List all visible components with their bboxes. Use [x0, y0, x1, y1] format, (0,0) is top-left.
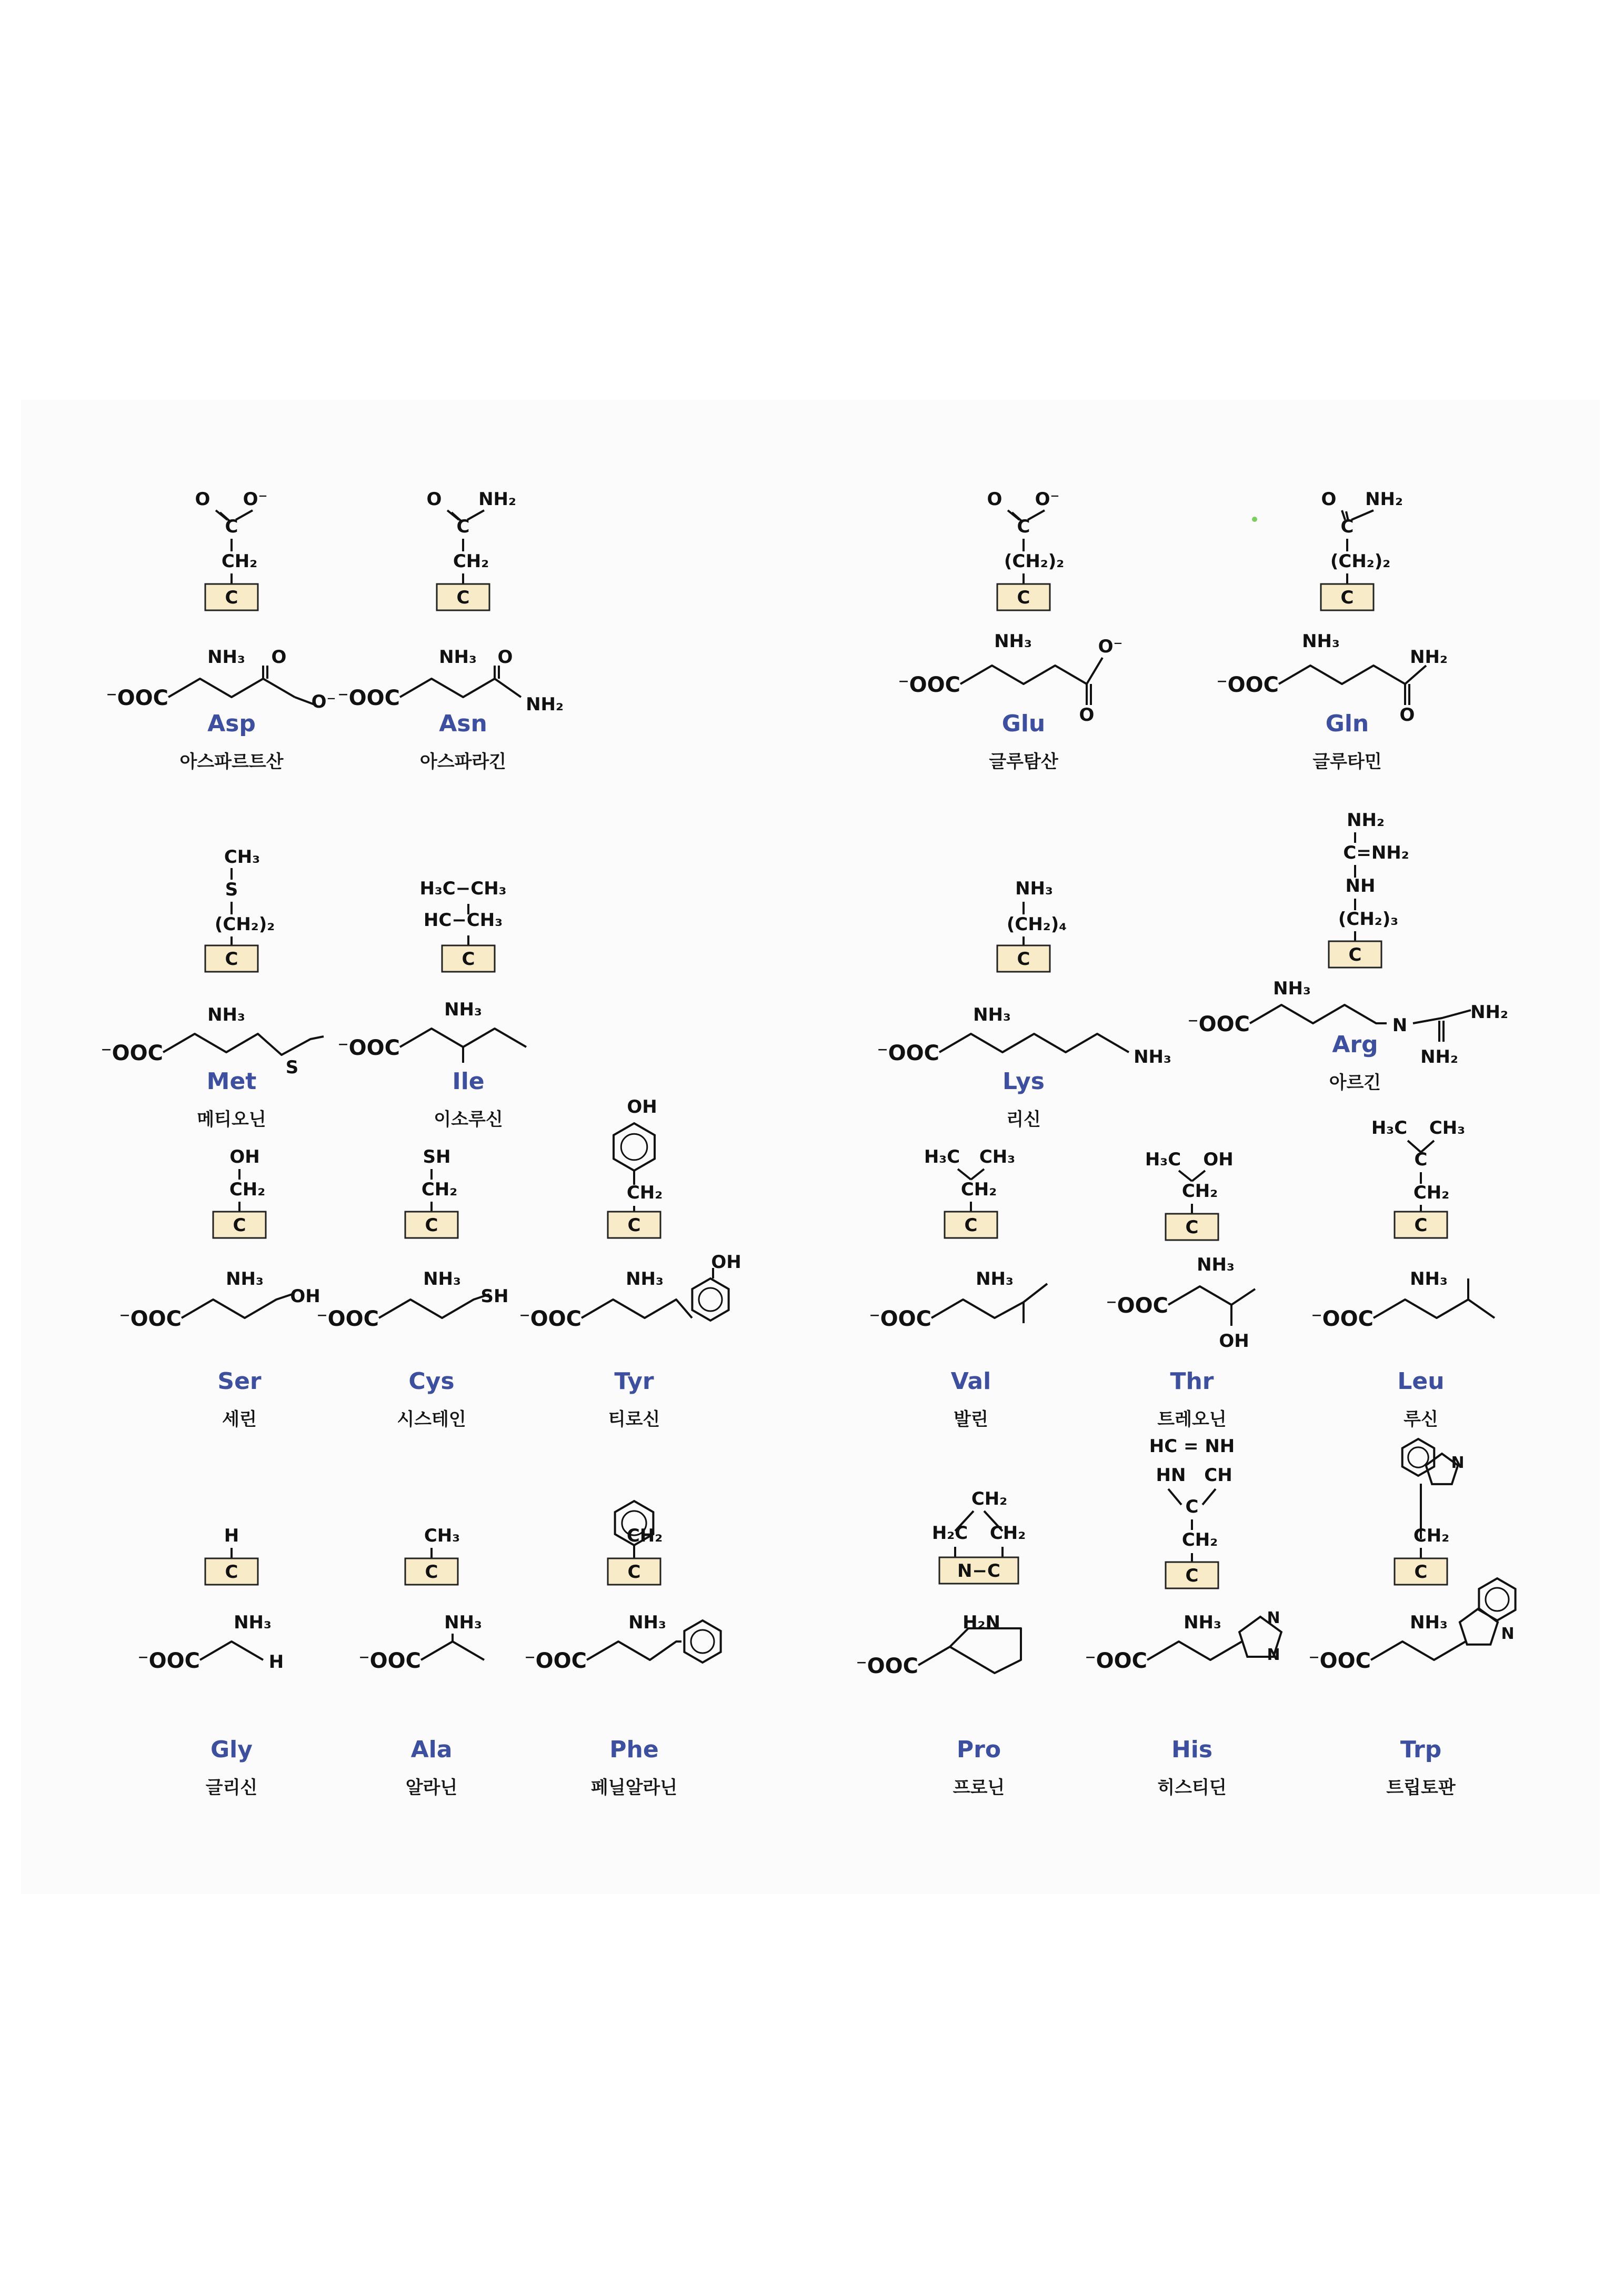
amino-acid-abbreviation: Tyr [614, 1368, 654, 1395]
amino-acid-korean-name: 루신 [1404, 1409, 1438, 1430]
side-chain-atom-label: C [1017, 516, 1030, 537]
skeletal-formula-atom-label: ⁻OOC [316, 1307, 379, 1331]
skeletal-formula-atom-label: ⁻OOC [1311, 1307, 1374, 1331]
alpha-carbon-label: C [225, 587, 238, 608]
skeletal-formula-atom-label: NH₃ [444, 1612, 482, 1633]
alpha-carbon-label: C [1340, 587, 1354, 608]
amino-acid-korean-name: 트립토판 [1386, 1777, 1456, 1798]
amino-acid-korean-name: 아스파라긴 [419, 751, 507, 772]
skeletal-formula-atom-label: ⁻OOC [877, 1041, 939, 1065]
skeletal-formula-atom-label: ⁻OOC [898, 673, 960, 697]
side-chain-atom-label: NH₃ [1015, 878, 1053, 899]
side-chain-atom-label: SH [423, 1146, 451, 1167]
side-chain-atom-label: CH₂ [1181, 1181, 1218, 1202]
side-chain-atom-label: C [1340, 516, 1354, 537]
skeletal-formula-atom-label: NH₂ [526, 694, 564, 715]
side-chain-atom-label: O [987, 489, 1003, 510]
structure-drawing [337, 489, 564, 715]
skeletal-formula-atom-label: O [497, 647, 513, 668]
side-chain-atom-label: CH₃ [1429, 1117, 1466, 1139]
amino-acid-abbreviation: Ser [217, 1368, 262, 1395]
amino-acid-abbreviation: Gln [1325, 710, 1369, 737]
skeletal-formula-atom-label: NH₃ [994, 631, 1032, 652]
side-chain-atom-label: CH₂ [1181, 1529, 1218, 1550]
skeletal-formula-atom-label: OH [1219, 1331, 1249, 1352]
amino-acid-abbreviation: Ile [452, 1068, 485, 1095]
skeletal-formula-atom-label: OH [290, 1286, 320, 1307]
side-chain-atom-label: O [426, 489, 442, 510]
side-chain-atom-label: CH₂ [626, 1182, 663, 1203]
side-chain-atom-label: (CH₂)₃ [1338, 909, 1399, 930]
skeletal-formula-atom-label: O [271, 647, 287, 668]
skeletal-formula-atom-label: ⁻OOC [1308, 1649, 1371, 1673]
amino-acid-abbreviation: Val [950, 1368, 991, 1395]
skeletal-formula-atom-label: N [1267, 1609, 1280, 1627]
side-chain-atom-label: OH [627, 1096, 657, 1117]
skeletal-formula-atom-label: NH₂ [1420, 1046, 1458, 1068]
skeletal-formula-atom-label: SH [480, 1286, 509, 1307]
skeletal-formula-atom-label: ⁻OOC [106, 686, 168, 710]
amino-acid-abbreviation: Leu [1397, 1368, 1445, 1395]
skeletal-formula-atom-label: NH₃ [207, 647, 245, 668]
side-chain-atom-label: OH [1203, 1149, 1234, 1170]
side-chain-atom-label: CH₂ [960, 1179, 997, 1200]
side-chain-atom-label: C [1414, 1149, 1428, 1170]
skeletal-formula-atom-label: NH₃ [207, 1004, 245, 1025]
alpha-carbon-label: C [225, 1562, 238, 1583]
amino-acid-korean-name: 시스테인 [397, 1409, 466, 1430]
amino-acid-abbreviation: Pro [956, 1736, 1001, 1763]
alpha-carbon-label: C [1414, 1562, 1428, 1583]
skeletal-formula-atom-label: NH₃ [1273, 978, 1311, 999]
amino-acid-abbreviation: Met [206, 1068, 257, 1095]
alpha-carbon-label: C [627, 1215, 641, 1236]
skeletal-formula-atom-label: ⁻OOC [519, 1307, 582, 1331]
skeletal-formula-atom-label: O⁻ [1098, 636, 1123, 657]
alpha-carbon-label: C [456, 587, 470, 608]
alpha-carbon-label: C [627, 1562, 641, 1583]
side-chain-atom-label: CH₂ [989, 1523, 1026, 1544]
amino-acid-abbreviation: Glu [1001, 710, 1046, 737]
amino-acid-korean-name: 세린 [222, 1409, 257, 1430]
side-chain-atom-label: (CH₂)₂ [214, 914, 275, 935]
skeletal-formula-atom-label: NH₃ [1197, 1254, 1235, 1275]
skeletal-formula-atom-label: OH [711, 1252, 741, 1273]
side-chain-atom-label: H₃C [924, 1146, 960, 1167]
side-chain-atom-label: H [224, 1525, 239, 1546]
side-chain-atom-label: CH₃ [224, 847, 260, 868]
side-chain-atom-label: O⁻ [1035, 489, 1060, 510]
skeletal-formula-atom-label: ⁻OOC [1187, 1012, 1250, 1036]
side-chain-atom-label: O⁻ [243, 489, 268, 510]
skeletal-formula-atom-label: N [1267, 1646, 1280, 1664]
side-chain-atom-label: O [195, 489, 210, 510]
skeletal-formula-atom-label: N [1392, 1015, 1408, 1036]
skeletal-formula-atom-label: NH₂ [1470, 1002, 1508, 1023]
alpha-carbon-label: C [233, 1215, 246, 1236]
amino-acid-korean-name: 트레오닌 [1157, 1409, 1227, 1430]
skeletal-formula-atom-label: H [268, 1651, 284, 1673]
side-chain-atom-label: (CH₂)₄ [1006, 914, 1067, 935]
amino-acid-korean-name: 티로신 [608, 1409, 660, 1430]
skeletal-formula-atom-label: NH₃ [444, 999, 482, 1020]
alpha-carbon-label: C [425, 1562, 438, 1583]
alpha-carbon-label: C [425, 1215, 438, 1236]
side-chain-atom-label: (CH₂)₂ [1330, 551, 1391, 572]
skeletal-formula-atom-label: NH₃ [1410, 1268, 1448, 1290]
side-chain-atom-label: C [456, 516, 470, 537]
skeletal-formula-atom-label: ⁻OOC [856, 1654, 918, 1678]
side-chain-atom-label: CH₂ [1413, 1525, 1450, 1546]
skeletal-formula-atom-label: NH₃ [234, 1612, 272, 1633]
skeletal-formula-atom-label: NH₃ [439, 647, 477, 668]
skeletal-formula-atom-label: N [1501, 1625, 1515, 1643]
skeletal-formula-atom-label: ⁻OOC [119, 1307, 182, 1331]
alpha-carbon-label: C [964, 1215, 978, 1236]
side-chain-atom-label: C [1185, 1496, 1199, 1517]
skeletal-formula-atom-label: ⁻OOC [101, 1041, 163, 1065]
skeletal-formula-atom-label: O [1399, 704, 1415, 726]
skeletal-formula-atom-label: NH₃ [1302, 631, 1340, 652]
skeletal-formula-atom-label: ⁻OOC [1106, 1294, 1168, 1318]
amino-acid-korean-name: 히스티딘 [1157, 1777, 1227, 1798]
alpha-carbon-label: C [1185, 1565, 1199, 1586]
side-chain-atom-label: S [225, 879, 238, 900]
skeletal-formula-atom-label: ⁻OOC [337, 1036, 400, 1060]
side-chain-atom-label: CH₂ [221, 551, 258, 572]
amino-acid-abbreviation: Asp [207, 710, 256, 737]
amino-acid-korean-name: 알라닌 [405, 1777, 458, 1798]
side-chain-atom-label: H₃C [1371, 1117, 1408, 1139]
amino-acid-korean-name: 글루타민 [1312, 751, 1382, 772]
side-chain-atom-label: NH₂ [1365, 489, 1403, 510]
side-chain-atom-label: CH₂ [626, 1525, 663, 1546]
side-chain-atom-label: NH [1345, 875, 1376, 897]
amino-acid-abbreviation: Arg [1332, 1031, 1378, 1058]
side-chain-atom-label: N [1451, 1454, 1465, 1472]
side-chain-atom-label: NH₂ [478, 489, 516, 510]
amino-acid-abbreviation: His [1171, 1736, 1213, 1763]
amino-acid-korean-name: 이소루신 [434, 1109, 503, 1130]
side-chain-atom-label: CH₂ [971, 1488, 1008, 1509]
skeletal-formula-atom-label: ⁻OOC [337, 686, 400, 710]
side-chain-atom-label: H₂C [931, 1523, 968, 1544]
side-chain-atom-label: N−C [957, 1560, 1000, 1582]
skeletal-formula-atom-label: ⁻OOC [524, 1649, 587, 1673]
skeletal-formula-atom-label: ⁻OOC [358, 1649, 421, 1673]
side-chain-atom-label: CH₂ [453, 551, 489, 572]
side-chain-atom-label: CH [1204, 1465, 1232, 1486]
skeletal-formula-atom-label: ⁻OOC [1085, 1649, 1147, 1673]
side-chain-atom-label: CH₂ [421, 1179, 458, 1200]
side-chain-atom-label: HN [1156, 1465, 1186, 1486]
skeletal-formula-atom-label: ⁻OOC [137, 1649, 200, 1673]
amino-acid-korean-name: 발린 [954, 1409, 988, 1430]
amino-acid-korean-name: 아르긴 [1329, 1072, 1381, 1093]
skeletal-formula-atom-label: ⁻OOC [1216, 673, 1279, 697]
amino-acid-abbreviation: Trp [1400, 1736, 1442, 1763]
skeletal-formula-atom-label: NH₃ [973, 1004, 1011, 1025]
side-chain-atom-label: HC−CH₃ [423, 910, 503, 931]
skeletal-formula-atom-label: O [1079, 704, 1095, 726]
amino-acid-korean-name: 메티오닌 [197, 1109, 266, 1130]
amino-acid-korean-name: 아스파르트산 [179, 751, 284, 772]
skeletal-formula-atom-label: NH₃ [423, 1268, 461, 1290]
skeletal-formula-atom-label: NH₃ [1184, 1612, 1221, 1633]
amino-acid-korean-name: 글루탐산 [989, 751, 1058, 772]
skeletal-formula-atom-label: NH₃ [226, 1268, 264, 1290]
amino-acid-abbreviation: Thr [1170, 1368, 1214, 1395]
side-chain-atom-label: OH [229, 1146, 260, 1167]
structure-drawing [524, 1515, 666, 1673]
skeletal-formula-atom-label: NH₃ [626, 1268, 664, 1290]
amino-acid-korean-name: 페닐알라닌 [590, 1777, 678, 1798]
side-chain-atom-label: CH₃ [979, 1146, 1016, 1167]
amino-acid-abbreviation: Lys [1003, 1068, 1045, 1095]
amino-acid-korean-name: 글리신 [205, 1777, 258, 1798]
skeletal-formula-atom-label: NH₃ [1410, 1612, 1448, 1633]
alpha-carbon-label: C [462, 949, 475, 970]
side-chain-atom-label: CH₂ [229, 1179, 266, 1200]
side-chain-atom-label: C=NH₂ [1343, 842, 1409, 863]
skeletal-formula-atom-label: S [285, 1057, 299, 1078]
skeletal-formula-atom-label: H₂N [963, 1612, 1000, 1633]
alpha-carbon-label: C [1185, 1217, 1199, 1238]
side-chain-atom-label: O [1321, 489, 1337, 510]
alpha-carbon-label: C [225, 949, 238, 970]
amino-acid-korean-name: 프로닌 [953, 1777, 1005, 1798]
side-chain-atom-label: CH₃ [424, 1525, 460, 1546]
skeletal-formula-atom-label: NH₃ [628, 1612, 666, 1633]
amino-acid-abbreviation: Gly [210, 1736, 253, 1763]
alpha-carbon-label: C [1348, 944, 1362, 965]
side-chain-atom-label: C [225, 516, 238, 537]
alpha-carbon-label: C [1017, 587, 1030, 608]
alpha-carbon-label: C [1017, 949, 1030, 970]
amino-acid-korean-name: 리신 [1006, 1109, 1041, 1130]
side-chain-atom-label: CH₂ [1413, 1182, 1450, 1203]
skeletal-formula-atom-label: O⁻ [311, 691, 336, 712]
side-chain-atom-label: HC = NH [1149, 1436, 1235, 1457]
skeletal-formula-atom-label: NH₃ [1134, 1046, 1171, 1068]
skeletal-formula-atom-label: NH₃ [976, 1268, 1014, 1290]
side-chain-atom-label: H₃C [1145, 1149, 1181, 1170]
structure-drawing [337, 847, 507, 1060]
skeletal-formula-atom-label: NH₂ [1410, 647, 1448, 668]
skeletal-formula-atom-label: ⁻OOC [869, 1307, 931, 1331]
side-chain-atom-label: (CH₂)₂ [1004, 551, 1065, 572]
side-chain-atom-label: H₃C−CH₃ [419, 878, 507, 899]
green-dot-mark [1252, 517, 1257, 522]
amino-acid-abbreviation: Phe [609, 1736, 659, 1763]
amino-acid-abbreviation: Ala [410, 1736, 453, 1763]
amino-acid-abbreviation: Cys [408, 1368, 455, 1395]
amino-acid-abbreviation: Asn [439, 710, 487, 737]
alpha-carbon-label: C [1414, 1215, 1428, 1236]
side-chain-atom-label: NH₂ [1347, 810, 1385, 831]
